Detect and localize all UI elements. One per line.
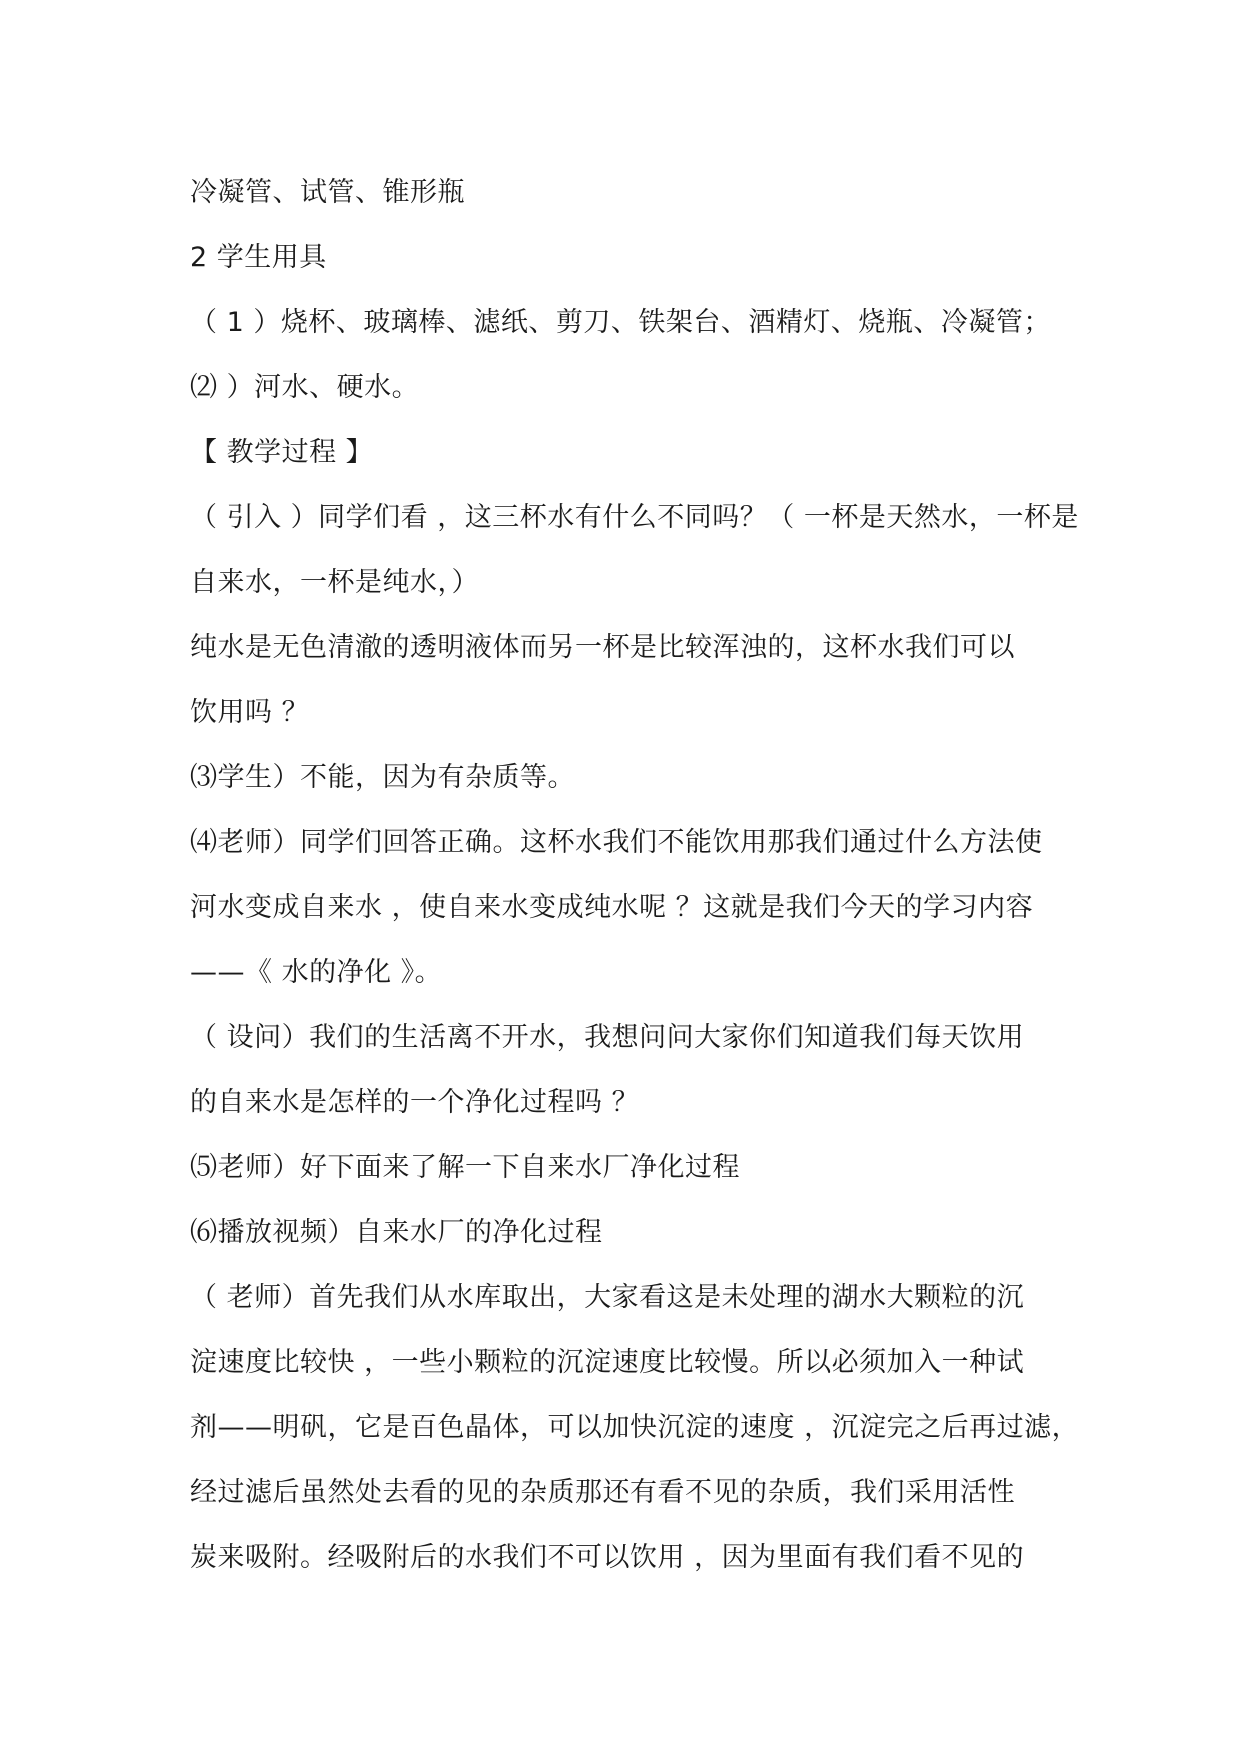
text-line: ——《 水的净化 》。 <box>190 957 443 988</box>
text-line: ⑷老师）同学们回答正确。这杯水我们不能饮用那我们通过什么方法使 <box>190 827 1043 858</box>
text-line: （ 引入 ）同学们看 ，这三杯水有什么不同吗？（ 一杯是天然水，一杯是 <box>190 502 1079 533</box>
text-line: 纯水是无色清澈的透明液体而另一杯是比较浑浊的，这杯水我们可以 <box>190 632 1015 663</box>
text-line: 河水变成自来水 ，使自来水变成纯水呢 ？这就是我们今天的学习内容 <box>190 892 1034 923</box>
text-line: 剂——明矾，它是百色晶体，可以加快沉淀的速度 ，沉淀完之后再过滤， <box>190 1412 1080 1443</box>
text-line: 冷凝管、试管、锥形瓶 <box>190 177 465 208</box>
text-line: ⑵ ）河水、硬水。 <box>190 372 420 403</box>
text-line: ⑶学生）不能，因为有杂质等。 <box>190 762 575 793</box>
text-line: 淀速度比较快 ，一些小颗粒的沉淀速度比较慢。所以必须加入一种试 <box>190 1347 1025 1378</box>
text-line: 的自来水是怎样的一个净化过程吗 ？ <box>190 1087 640 1118</box>
text-line: （ 设问）我们的生活离不开水，我想问问大家你们知道我们每天饮用 <box>190 1022 1025 1053</box>
text-line: 炭来吸附。经吸附后的水我们不可以饮用 ，因为里面有我们看不见的 <box>190 1542 1025 1573</box>
text-line: 饮用吗 ？ <box>190 697 310 728</box>
text-line: （ 1 ）烧杯、玻璃棒、滤纸、剪刀、铁架台、酒精灯、烧瓶、冷凝管； <box>190 307 1051 338</box>
text-line: 自来水，一杯是纯水，） <box>190 567 479 598</box>
text-line: （ 老师）首先我们从水库取出，大家看这是未处理的湖水大颗粒的沉 <box>190 1282 1025 1313</box>
text-line: ⑸老师）好下面来了解一下自来水厂净化过程 <box>190 1152 740 1183</box>
text-line: 经过滤后虽然处去看的见的杂质那还有看不见的杂质，我们采用活性 <box>190 1477 1015 1508</box>
document-body <box>190 160 1080 1590</box>
text-line: ⑹播放视频）自来水厂的净化过程 <box>190 1217 603 1248</box>
text-line: 2 学生用具 <box>190 242 327 273</box>
section-heading: 【 教学过程 】 <box>190 437 374 468</box>
